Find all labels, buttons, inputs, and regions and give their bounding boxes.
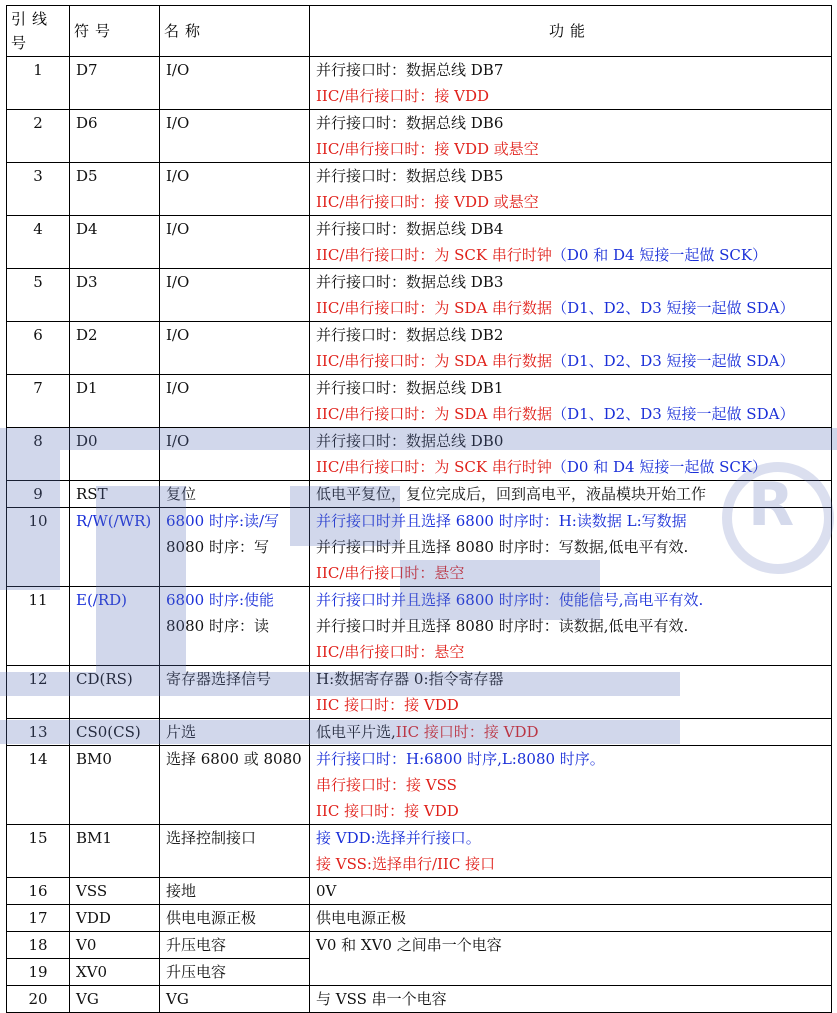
pin-symbol: CD(RS) bbox=[70, 666, 160, 719]
function-line bbox=[316, 189, 831, 215]
function-line bbox=[316, 322, 831, 348]
table-row bbox=[7, 825, 832, 878]
pin-function bbox=[310, 878, 832, 905]
function-line bbox=[316, 878, 831, 904]
pin-function bbox=[310, 216, 832, 269]
pin-function bbox=[310, 905, 832, 932]
pin-number: 1 bbox=[7, 57, 70, 110]
table-row bbox=[7, 375, 832, 428]
pin-name-line: 供电电源正极 bbox=[166, 909, 257, 927]
function-text: 并行接口时：数据总线 DB0 bbox=[316, 432, 504, 450]
pin-name bbox=[160, 322, 310, 375]
function-text: IIC/串行接口时：为 SDA 串行数据 bbox=[316, 405, 553, 423]
function-text: 并行接口时：H:6800 时序,L:8080 时序。 bbox=[316, 750, 605, 768]
pin-name-line: I/O bbox=[166, 379, 190, 397]
pin-number: 3 bbox=[7, 163, 70, 216]
pin-number: 15 bbox=[7, 825, 70, 878]
function-text: 并行接口时并且选择 8080 时序时：读数据,低电平有效. bbox=[316, 617, 689, 635]
function-text: IIC/串行接口时：为 SCK 串行时钟 bbox=[316, 246, 552, 264]
pin-number: 11 bbox=[7, 587, 70, 666]
function-text: 并行接口时：数据总线 DB7 bbox=[316, 61, 504, 79]
function-text: IIC/串行接口时：接 VDD 或悬空 bbox=[316, 193, 539, 211]
pin-name-line: 8080 时序：读 bbox=[166, 617, 269, 635]
watermark-band-bottom-2 bbox=[0, 720, 680, 744]
function-line bbox=[316, 851, 831, 877]
pin-function bbox=[310, 110, 832, 163]
pin-name-line: 6800 时序:读/写 bbox=[166, 512, 280, 530]
pin-number: 7 bbox=[7, 375, 70, 428]
function-text: V0 和 XV0 之间串一个电容 bbox=[316, 936, 502, 954]
pin-symbol: VSS bbox=[70, 878, 160, 905]
function-text: 并行接口时并且选择 6800 时序时：使能信号,高电平有效. bbox=[316, 591, 704, 609]
table-row bbox=[7, 216, 832, 269]
pin-symbol: CS0(CS) bbox=[70, 719, 160, 746]
function-text: 并行接口时：数据总线 DB1 bbox=[316, 379, 504, 397]
table-row bbox=[7, 163, 832, 216]
pin-name bbox=[160, 746, 310, 825]
function-text: 接 VDD:选择并行接口。 bbox=[316, 829, 481, 847]
pin-name-line: 接地 bbox=[166, 882, 197, 900]
function-line bbox=[316, 639, 831, 665]
function-text: 并行接口时：数据总线 DB5 bbox=[316, 167, 504, 185]
function-text: 0V bbox=[316, 882, 337, 900]
pin-symbol: RST bbox=[70, 481, 160, 508]
pin-name-line: 升压电容 bbox=[166, 936, 227, 954]
watermark-band-bottom bbox=[0, 672, 680, 696]
pin-symbol: BM1 bbox=[70, 825, 160, 878]
function-text: IIC/串行接口时：接 VDD 或悬空 bbox=[316, 140, 539, 158]
pin-name-line: 6800 时序:使能 bbox=[166, 591, 274, 609]
header-pin: 引线号 bbox=[7, 6, 70, 57]
pin-name-line: I/O bbox=[166, 220, 190, 238]
table-row bbox=[7, 878, 832, 905]
pin-name-line: 升压电容 bbox=[166, 963, 227, 981]
header-symbol: 符号 bbox=[70, 6, 160, 57]
table-row bbox=[7, 905, 832, 932]
function-text: （D1、D2、D3 短接一起做 SDA） bbox=[552, 299, 795, 317]
pin-function bbox=[310, 375, 832, 428]
function-line bbox=[316, 83, 831, 109]
pin-name-line: 选择 6800 或 8080 bbox=[166, 750, 302, 768]
function-text: 供电电源正极 bbox=[316, 909, 407, 927]
function-line bbox=[316, 136, 831, 162]
pin-number: 6 bbox=[7, 322, 70, 375]
function-line bbox=[316, 375, 831, 401]
pin-name bbox=[160, 163, 310, 216]
pin-function bbox=[310, 163, 832, 216]
pin-name bbox=[160, 269, 310, 322]
table-row bbox=[7, 986, 832, 1013]
function-line bbox=[316, 163, 831, 189]
pin-name bbox=[160, 878, 310, 905]
pin-name-line: I/O bbox=[166, 326, 190, 344]
function-text: IIC 接口时：接 VDD bbox=[395, 723, 539, 741]
pin-name-line: I/O bbox=[166, 432, 190, 450]
function-line bbox=[316, 216, 831, 242]
pin-symbol: D5 bbox=[70, 163, 160, 216]
pin-name-line: 选择控制接口 bbox=[166, 829, 257, 847]
function-line bbox=[316, 269, 831, 295]
pin-symbol: R/W(/WR) bbox=[70, 508, 160, 587]
function-line bbox=[316, 242, 831, 268]
pin-name bbox=[160, 959, 310, 986]
pin-function bbox=[310, 932, 832, 986]
table-row bbox=[7, 746, 832, 825]
pin-number: 4 bbox=[7, 216, 70, 269]
pin-number: 17 bbox=[7, 905, 70, 932]
pin-function bbox=[310, 322, 832, 375]
function-text: （D0 和 D4 短接一起做 SCK） bbox=[551, 458, 768, 476]
function-line bbox=[316, 110, 831, 136]
pin-name bbox=[160, 932, 310, 959]
pin-symbol: V0 bbox=[70, 932, 160, 959]
function-line bbox=[316, 932, 831, 958]
function-text: 并行接口时：数据总线 DB6 bbox=[316, 114, 504, 132]
function-text: H:数据寄存器 0:指令寄存器 bbox=[316, 670, 504, 688]
pin-symbol: E(/RD) bbox=[70, 587, 160, 666]
pin-function bbox=[310, 986, 832, 1013]
pin-name-line: I/O bbox=[166, 273, 190, 291]
function-line bbox=[316, 772, 831, 798]
table-header-row bbox=[7, 6, 832, 57]
pin-number: 18 bbox=[7, 932, 70, 959]
pin-function bbox=[310, 57, 832, 110]
header-name: 名称 bbox=[160, 6, 310, 57]
function-line bbox=[316, 905, 831, 931]
table-row bbox=[7, 269, 832, 322]
watermark-registered-icon: R bbox=[748, 470, 795, 540]
function-line bbox=[316, 746, 831, 772]
pin-name-line: 复位 bbox=[166, 485, 197, 503]
function-line bbox=[316, 798, 831, 824]
pin-number: 9 bbox=[7, 481, 70, 508]
pin-name-line: 寄存器选择信号 bbox=[166, 670, 272, 688]
pin-name bbox=[160, 825, 310, 878]
table-row bbox=[7, 110, 832, 163]
watermark-bar-left bbox=[0, 450, 60, 590]
pin-name bbox=[160, 375, 310, 428]
pin-number: 2 bbox=[7, 110, 70, 163]
table-row bbox=[7, 932, 832, 959]
function-line bbox=[316, 986, 831, 1012]
pin-name-line: 片选 bbox=[166, 723, 197, 741]
pin-name-line: I/O bbox=[166, 61, 190, 79]
pin-name bbox=[160, 110, 310, 163]
function-text: IIC/串行接口时：为 SDA 串行数据 bbox=[316, 352, 553, 370]
function-line bbox=[316, 57, 831, 83]
pin-number: 8 bbox=[7, 428, 70, 481]
function-text: 低电平片选, bbox=[316, 723, 396, 741]
function-line bbox=[316, 295, 831, 321]
header-function: 功能 bbox=[310, 6, 832, 57]
pin-number: 14 bbox=[7, 746, 70, 825]
pin-symbol: D7 bbox=[70, 57, 160, 110]
pin-name-line: VG bbox=[166, 990, 189, 1008]
function-text: IIC/串行接口时：接 VDD bbox=[316, 87, 490, 105]
pin-name-line: I/O bbox=[166, 167, 190, 185]
watermark-block-2 bbox=[290, 486, 400, 546]
pin-number: 13 bbox=[7, 719, 70, 746]
pin-number: 12 bbox=[7, 666, 70, 719]
function-text: 接 VSS:选择串行/IIC 接口 bbox=[316, 855, 496, 873]
pin-number: 10 bbox=[7, 508, 70, 587]
pin-symbol: XV0 bbox=[70, 959, 160, 986]
pin-name bbox=[160, 216, 310, 269]
pin-symbol: D0 bbox=[70, 428, 160, 481]
function-text: 串行接口时：接 VSS bbox=[316, 776, 457, 794]
pin-name bbox=[160, 57, 310, 110]
function-text: （D1、D2、D3 短接一起做 SDA） bbox=[552, 352, 795, 370]
function-text: IIC 接口时：接 VDD bbox=[316, 696, 459, 714]
function-line bbox=[316, 825, 831, 851]
pin-symbol: D1 bbox=[70, 375, 160, 428]
pin-symbol: D4 bbox=[70, 216, 160, 269]
pin-function bbox=[310, 746, 832, 825]
watermark-block-1 bbox=[96, 486, 186, 672]
pin-name-line: 8080 时序：写 bbox=[166, 538, 269, 556]
pin-symbol: VG bbox=[70, 986, 160, 1013]
table-row bbox=[7, 57, 832, 110]
pin-symbol: D3 bbox=[70, 269, 160, 322]
function-text: IIC/串行接口时：为 SDA 串行数据 bbox=[316, 299, 553, 317]
pin-function bbox=[310, 269, 832, 322]
function-text: 低电平复位，复位完成后，回到高电平，液晶模块开始工作 bbox=[316, 485, 707, 503]
pin-symbol: D6 bbox=[70, 110, 160, 163]
function-text: IIC 接口时：接 VDD bbox=[316, 802, 459, 820]
pin-name-line: I/O bbox=[166, 114, 190, 132]
function-text: 并行接口时并且选择 8080 时序时：写数据,低电平有效. bbox=[316, 538, 689, 556]
watermark-band-top bbox=[0, 428, 837, 450]
pin-number: 16 bbox=[7, 878, 70, 905]
pin-symbol: VDD bbox=[70, 905, 160, 932]
pin-function bbox=[310, 825, 832, 878]
function-text: 并行接口时：数据总线 DB3 bbox=[316, 273, 504, 291]
function-text: （D0 和 D4 短接一起做 SCK） bbox=[551, 246, 768, 264]
function-line bbox=[316, 401, 831, 427]
pin-symbol: BM0 bbox=[70, 746, 160, 825]
function-text: 并行接口时：数据总线 DB4 bbox=[316, 220, 504, 238]
pin-number: 20 bbox=[7, 986, 70, 1013]
table-row bbox=[7, 322, 832, 375]
function-text: IIC/串行接口时：为 SCK 串行时钟 bbox=[316, 458, 552, 476]
function-text: IIC/串行接口时：悬空 bbox=[316, 564, 465, 582]
pin-number: 19 bbox=[7, 959, 70, 986]
function-line bbox=[316, 348, 831, 374]
function-text: 与 VSS 串一个电容 bbox=[316, 990, 447, 1008]
function-text: 并行接口时并且选择 6800 时序时：H:读数据 L:写数据 bbox=[316, 512, 687, 530]
pin-number: 5 bbox=[7, 269, 70, 322]
pin-name bbox=[160, 905, 310, 932]
function-text: 并行接口时：数据总线 DB2 bbox=[316, 326, 504, 344]
pin-symbol: D2 bbox=[70, 322, 160, 375]
watermark-block-3 bbox=[400, 560, 600, 620]
function-text: （D1、D2、D3 短接一起做 SDA） bbox=[552, 405, 795, 423]
function-text: IIC/串行接口时：悬空 bbox=[316, 643, 465, 661]
pin-name bbox=[160, 986, 310, 1013]
